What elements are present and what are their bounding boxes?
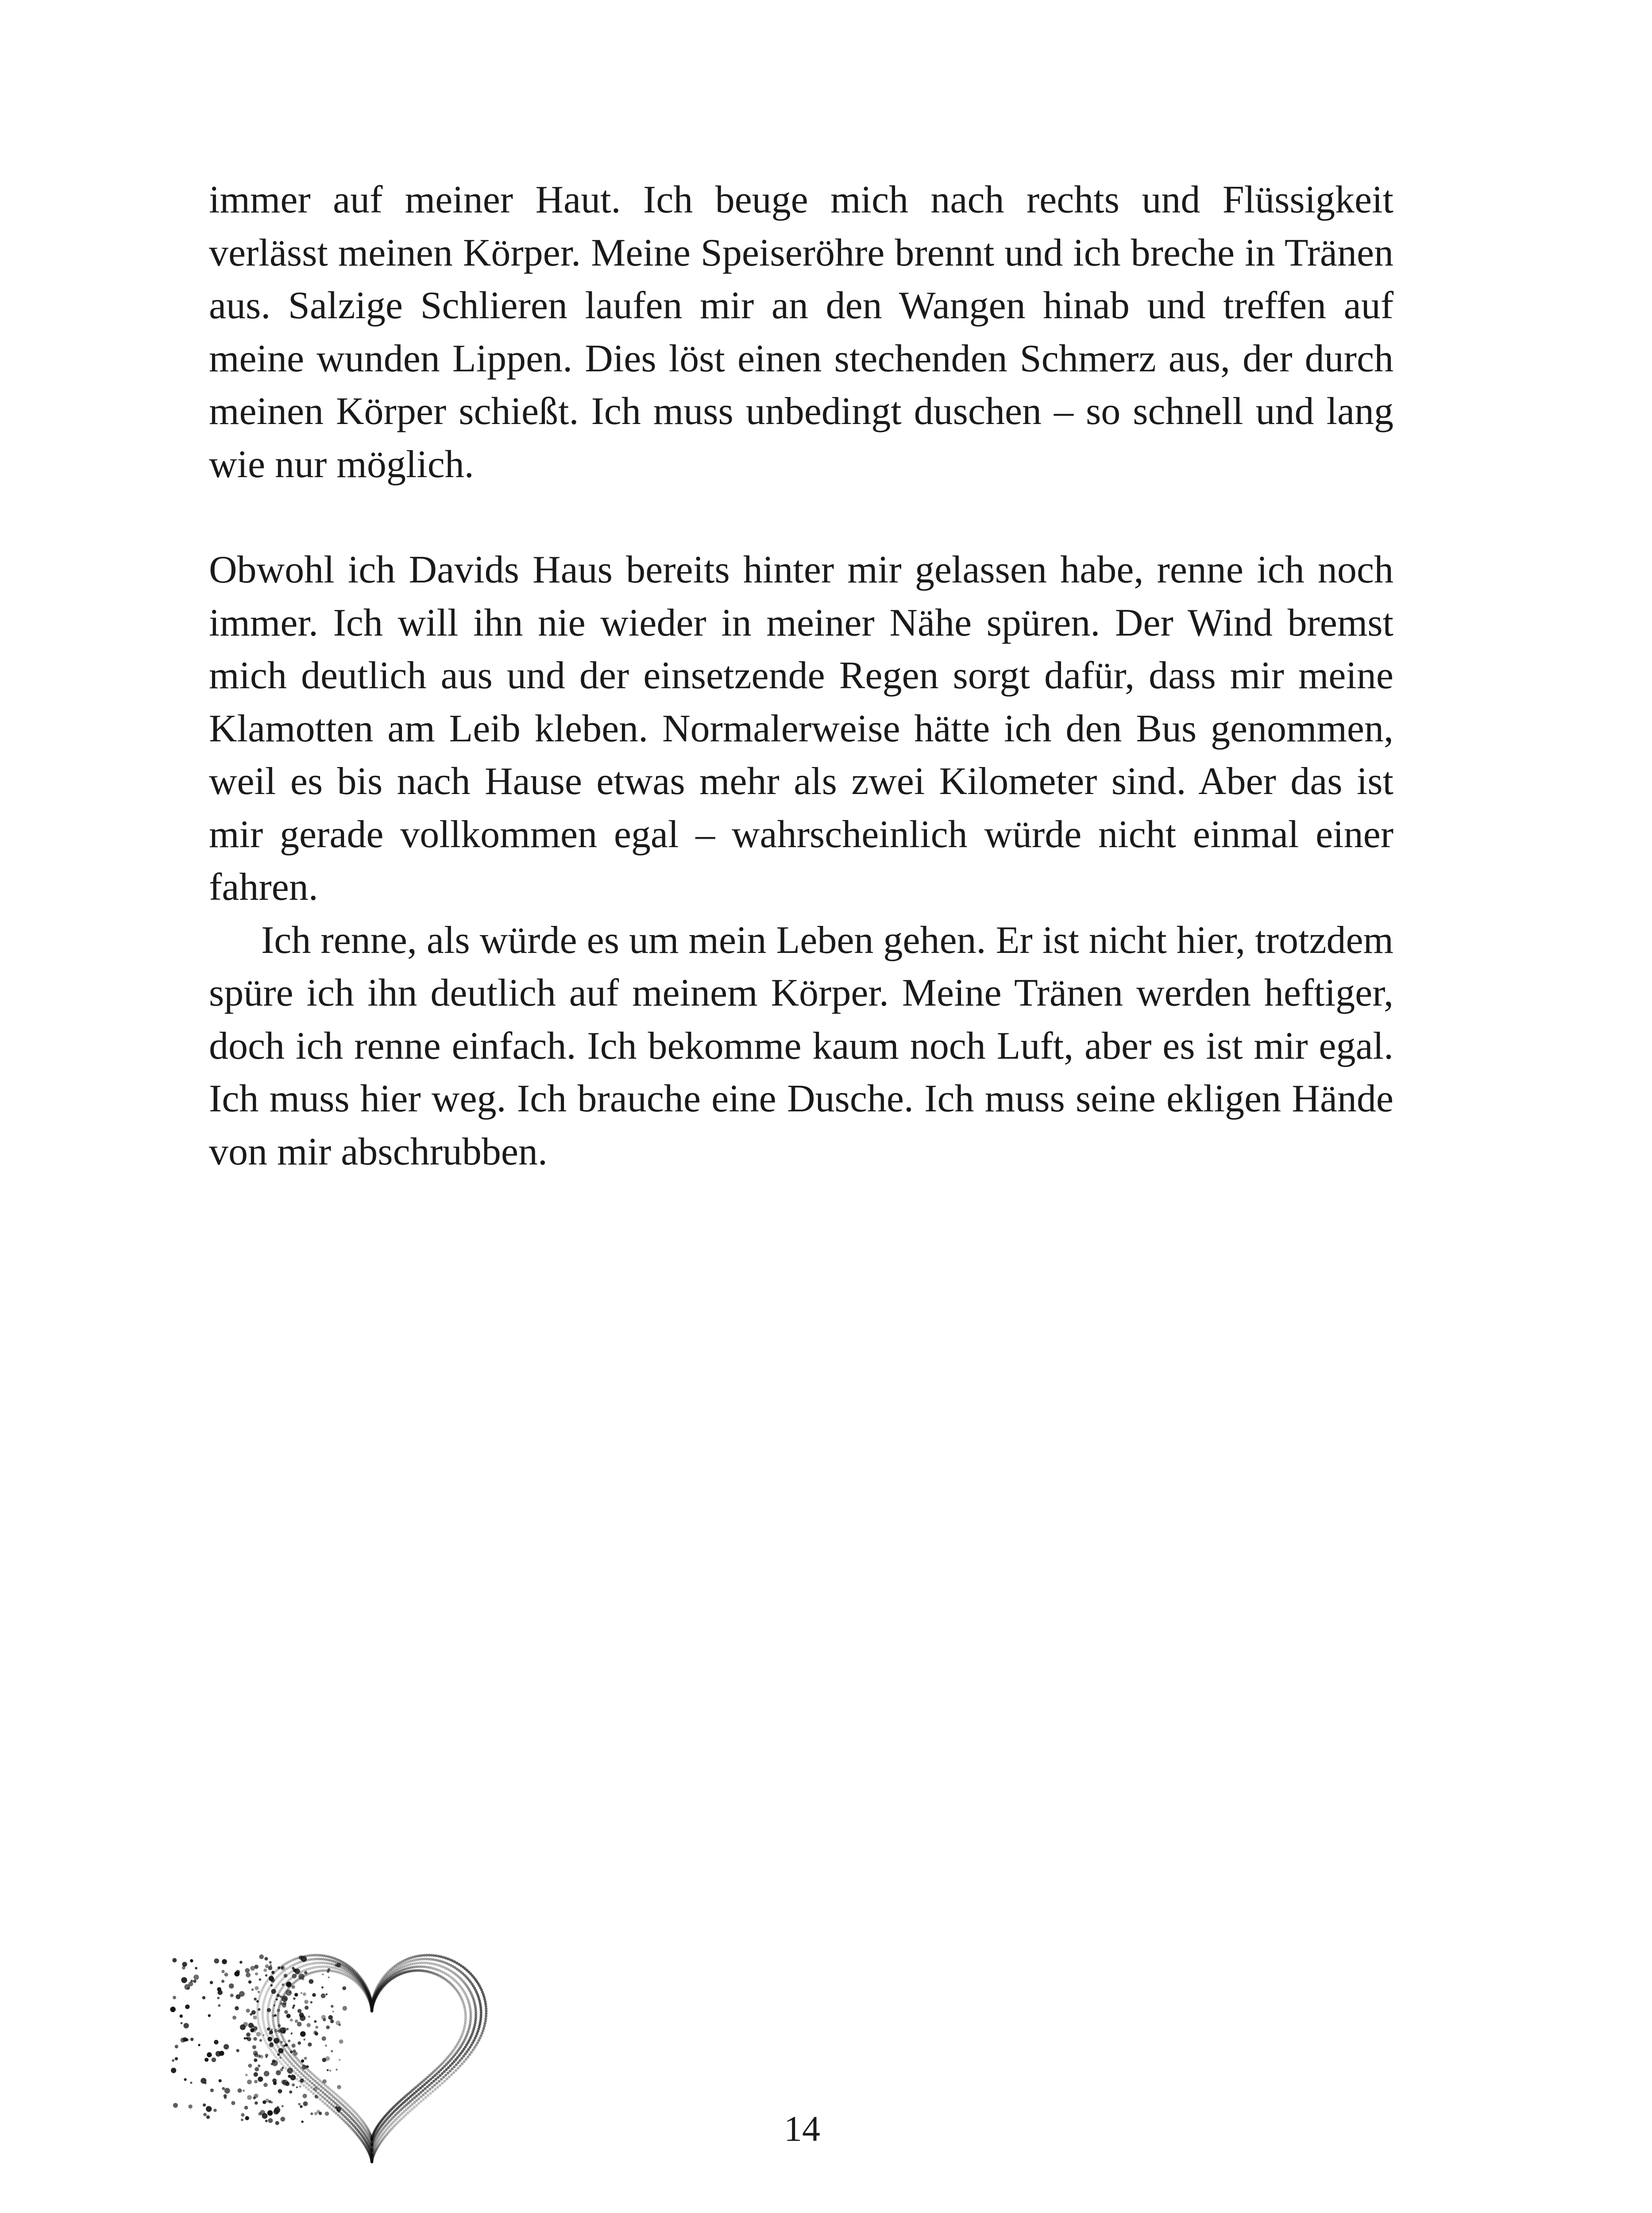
- page-number: 14: [784, 2109, 820, 2149]
- paragraph-1: immer auf meiner Haut. Ich beuge mich nach rechts und Flüssigkeit verlässt meinen Körper. Meine Speiseröhre brennt und ich breche in Tränen aus. Salzige Schlieren laufen mir an den Wangen hinab und treffen auf meine wunden Lippen. Dies löst einen stechenden Schmerz aus, der durch meinen Körper schießt. Ich muss unbedingt duschen – so schnell und lang wie nur möglich.: [209, 178, 1393, 486]
- body-text: [209, 173, 1393, 1178]
- dotted-heart-icon: [164, 1930, 500, 2178]
- paragraph-2: Obwohl ich Davids Haus bereits hinter mir gelassen habe, renne ich noch immer. Ich will ihn nie wieder in meiner Nähe spüren. Der Wind bremst mich deutlich aus und der einsetzende Regen sorgt dafür, dass mir meine Klamotten am Leib kleben. Normalerweise hätte ich den Bus genommen, weil es bis nach Hause etwas mehr als zwei Kilometer sind. Aber das ist mir gerade vollkommen egal – wahrscheinlich würde nicht einmal einer fahren.: [209, 548, 1393, 909]
- paragraph-3: Ich renne, als würde es um mein Leben gehen. Er ist nicht hier, trotzdem spüre ich ihn deutlich auf meinem Körper. Meine Tränen werden heftiger, doch ich renne einfach. Ich bekomme kaum noch Luft, aber es ist mir egal. Ich muss hier weg. Ich brauche eine Dusche. Ich muss seine ekligen Hände von mir abschrubben.: [209, 918, 1393, 1173]
